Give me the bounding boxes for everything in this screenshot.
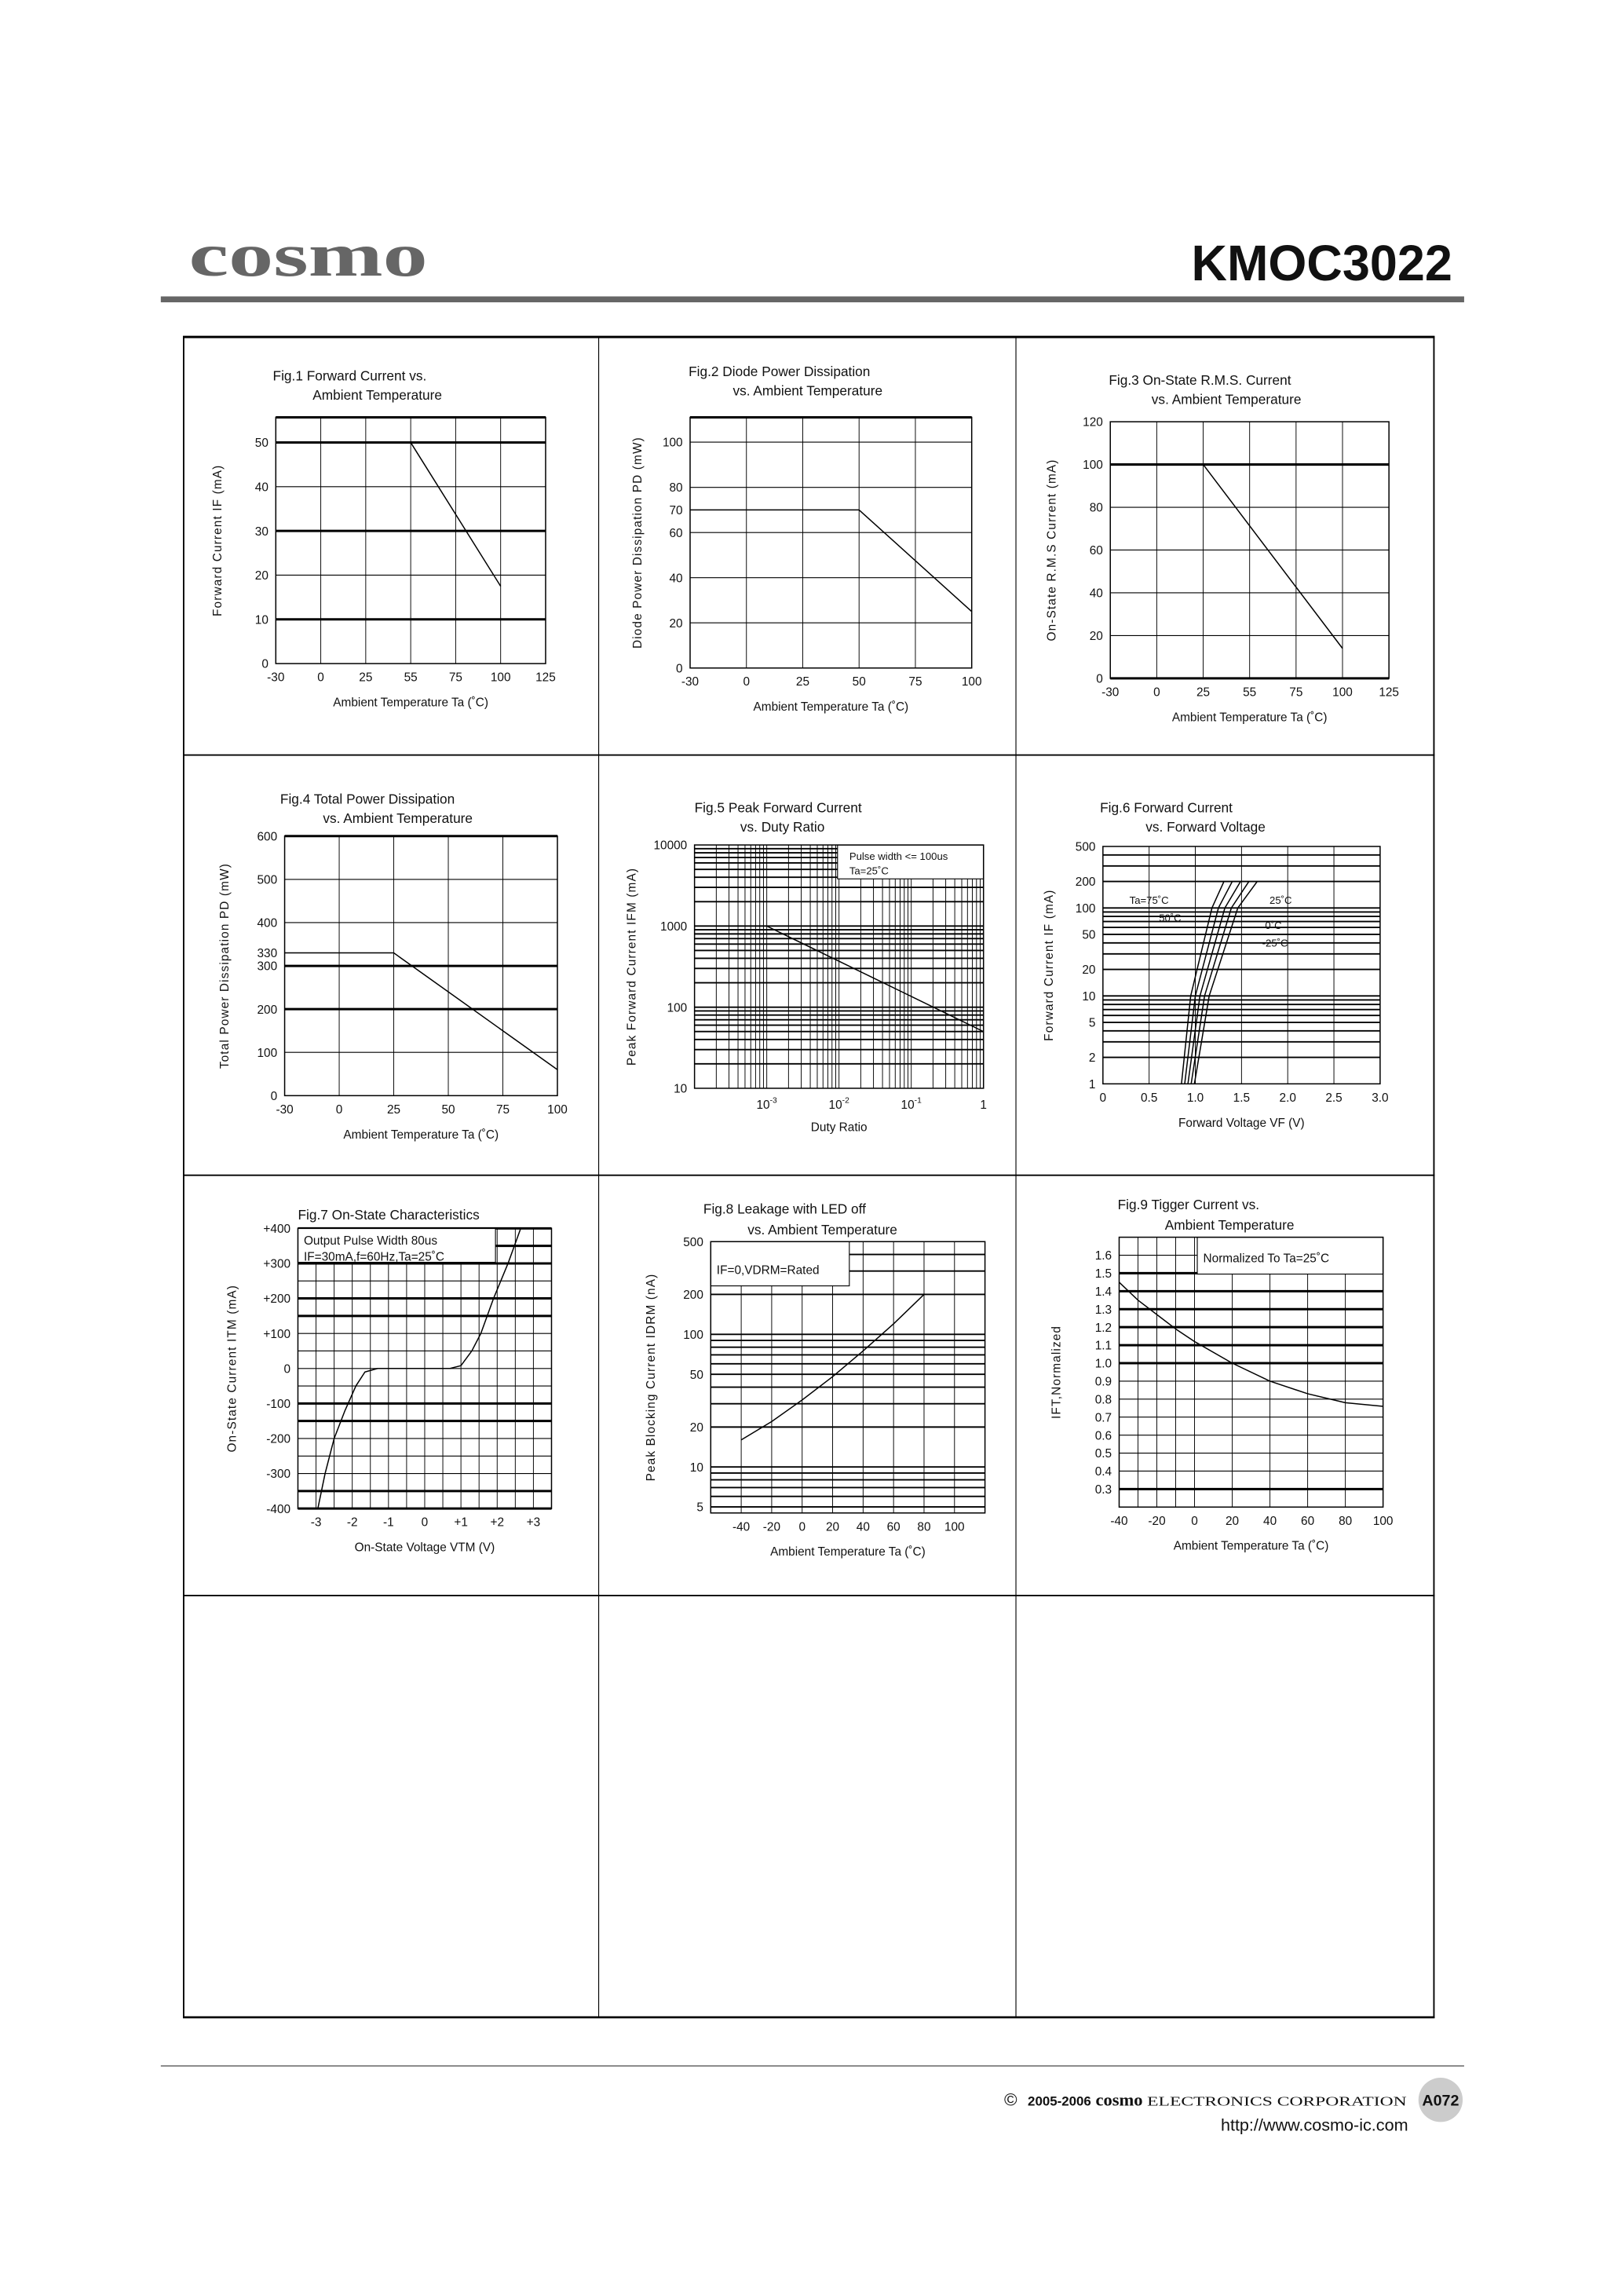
y-tick-label: 10: [254, 613, 269, 627]
header-rule: [161, 296, 1464, 302]
x-tick-label: 0: [743, 675, 751, 689]
x-tick-label: 100: [1372, 1514, 1394, 1528]
x-tick-label: -40: [732, 1520, 751, 1534]
x-tick-label: 75: [495, 1102, 510, 1117]
x-tick-label: 0: [317, 671, 324, 685]
y-tick-label: 600: [257, 830, 278, 844]
chart-title: Fig.8 Leakage with LED off: [703, 1201, 866, 1217]
y-tick-label: 300: [257, 960, 278, 974]
x-tick-label: 2.5: [1325, 1091, 1343, 1105]
y-tick-label: 10: [674, 1082, 688, 1096]
y-axis-label: On-State R.M.S Current (mA): [1045, 459, 1059, 642]
x-tick-label: +2: [490, 1515, 505, 1530]
y-tick-label: 200: [1075, 876, 1096, 890]
y-tick-label: 5: [1088, 1016, 1096, 1030]
x-axis-label: Ambient Temperature Ta (˚C): [753, 700, 909, 715]
x-axis-label: Ambient Temperature Ta (˚C): [333, 696, 488, 710]
y-tick-label: 200: [683, 1289, 703, 1303]
y-tick-label: 60: [669, 526, 683, 540]
footer-years: 2005-2006: [1028, 2093, 1091, 2109]
cosmo-logo: cosmo: [188, 221, 428, 291]
x-tick-label: 40: [1263, 1514, 1277, 1528]
x-tick-label: -30: [267, 671, 285, 685]
x-tick-label: 20: [1226, 1514, 1240, 1528]
chart-title: Fig.4 Total Power Dissipation: [279, 791, 455, 807]
y-tick-label: 0: [676, 662, 683, 676]
y-tick-label: 1.4: [1094, 1285, 1112, 1299]
tick-exponent: -1: [914, 1096, 922, 1106]
chart-title: vs. Ambient Temperature: [732, 382, 883, 399]
legend-note: Output Pulse Width 80us: [303, 1234, 438, 1249]
x-tick-label: 75: [448, 671, 462, 685]
y-axis-label: Peak Blocking Current IDRM (nA): [644, 1273, 658, 1482]
x-tick-label: 75: [1289, 686, 1303, 700]
x-axis-label: Ambient Temperature Ta (˚C): [1173, 1539, 1329, 1553]
chart-title: Fig.1 Forward Current vs.: [272, 367, 427, 384]
chart-title: vs. Ambient Temperature: [323, 810, 473, 826]
y-tick-label: 100: [1075, 901, 1096, 916]
y-tick-label: 20: [689, 1421, 703, 1435]
y-tick-label: 30: [254, 525, 269, 539]
y-tick-label: 100: [662, 436, 683, 450]
chart-title: vs. Duty Ratio: [740, 819, 825, 835]
chart-title: vs. Ambient Temperature: [747, 1221, 897, 1238]
tick-exponent: -2: [842, 1096, 849, 1106]
x-tick-label: 50: [441, 1102, 455, 1117]
x-tick-label: 100: [944, 1520, 965, 1534]
footer-url: http://www.cosmo-ic.com: [1220, 2115, 1408, 2135]
y-tick-label: -300: [266, 1468, 291, 1482]
x-tick-label: 25: [359, 671, 373, 685]
x-tick-label: 0: [1191, 1514, 1198, 1528]
y-tick-label: 1: [1088, 1077, 1096, 1091]
y-tick-label: 40: [1089, 587, 1103, 601]
x-tick-label: 0: [1153, 686, 1160, 700]
y-tick-label: -100: [266, 1397, 291, 1411]
tick-base: 10: [901, 1099, 915, 1113]
x-tick-label: 100: [547, 1102, 568, 1117]
y-tick-label: -200: [266, 1432, 291, 1446]
y-tick-label: 0.3: [1094, 1483, 1112, 1497]
y-tick-label: +100: [263, 1327, 291, 1341]
x-axis-label: On-State Voltage VTM (V): [354, 1541, 495, 1555]
y-tick-label: 1.0: [1094, 1357, 1112, 1371]
x-tick-label: -40: [1110, 1514, 1128, 1528]
legend-note: Pulse width <= 100us: [849, 850, 948, 862]
y-tick-label: 0: [283, 1362, 291, 1377]
x-tick-label: 25: [386, 1102, 401, 1117]
y-axis-label: Peak Forward Current IFM (mA): [625, 867, 639, 1066]
y-tick-label: 1.2: [1094, 1321, 1112, 1335]
y-tick-label: 50: [1082, 928, 1096, 942]
y-tick-label: 400: [257, 916, 278, 930]
y-tick-label: 20: [669, 616, 683, 631]
x-tick-label: +3: [526, 1515, 541, 1530]
y-axis-label: Forward Current IF (mA): [1042, 889, 1056, 1041]
tick-base: 10: [828, 1099, 842, 1113]
y-axis-label: On-State Current ITM (mA): [225, 1284, 239, 1453]
part-number: KMOC3022: [1191, 234, 1452, 291]
chart-title: vs. Forward Voltage: [1145, 819, 1266, 835]
legend-note: IF=30mA,f=60Hz,Ta=25˚C: [303, 1250, 445, 1264]
y-tick-label: 500: [1075, 840, 1096, 854]
footer-logo: cosmo: [1095, 2089, 1143, 2110]
x-tick-label: 100: [490, 671, 511, 685]
x-tick-label: 25: [795, 675, 810, 689]
y-tick-label: 330: [257, 947, 278, 961]
x-tick-label: -30: [1101, 686, 1120, 700]
x-tick-label: 3.0: [1372, 1091, 1389, 1105]
y-axis-label: IFT,Normalized: [1050, 1325, 1064, 1420]
page-code: A072: [1422, 2092, 1459, 2110]
legend-note: Ta=25˚C: [849, 865, 889, 877]
y-tick-label: 0: [1096, 672, 1103, 686]
x-tick-label: 125: [535, 671, 556, 685]
x-tick-label: 0: [1099, 1091, 1107, 1105]
y-tick-label: 5: [696, 1501, 703, 1515]
x-tick-label: 75: [908, 675, 922, 689]
curve-label: -25˚C: [1262, 937, 1288, 949]
x-tick-label: 80: [917, 1520, 931, 1534]
y-tick-label: 60: [1089, 544, 1103, 558]
tick-base: 1: [980, 1099, 988, 1113]
x-tick-label: 20: [825, 1520, 840, 1534]
y-axis-label: Total Power Dissipation PD (mW): [218, 862, 232, 1069]
x-tick-label: 1.0: [1186, 1091, 1204, 1105]
y-tick-label: 0: [261, 657, 269, 671]
x-axis-label: Ambient Temperature Ta (˚C): [343, 1128, 499, 1142]
y-tick-label: 100: [257, 1046, 278, 1060]
y-tick-label: 80: [1089, 501, 1103, 515]
x-tick-label: 40: [856, 1520, 870, 1534]
y-tick-label: 10: [689, 1461, 703, 1475]
x-tick-label: 100: [1332, 686, 1353, 700]
x-tick-label: -30: [681, 675, 700, 689]
y-tick-label: 20: [1082, 963, 1096, 978]
y-tick-label: 120: [1083, 415, 1103, 430]
x-tick-label: +1: [454, 1515, 468, 1530]
x-tick-label: 55: [404, 671, 418, 685]
y-tick-label: 100: [1083, 459, 1103, 473]
x-axis-label: Ambient Temperature Ta (˚C): [1171, 711, 1328, 725]
x-tick-label: 55: [1243, 686, 1257, 700]
x-tick-label: 50: [852, 675, 866, 689]
legend-note: IF=0,VDRM=Rated: [716, 1263, 820, 1278]
x-tick-label: 125: [1379, 686, 1399, 700]
x-tick-label: 60: [1301, 1514, 1315, 1528]
y-axis-label: Diode Power Dissipation PD (mW): [631, 437, 645, 649]
footer-company: ELECTRONICS CORPORATION: [1147, 2093, 1407, 2109]
x-tick-label: -3: [310, 1515, 322, 1530]
y-tick-label: 0: [270, 1089, 278, 1103]
x-tick-label: -1: [382, 1515, 394, 1530]
y-tick-label: 0.4: [1094, 1465, 1112, 1479]
x-tick-label: 25: [1196, 686, 1211, 700]
x-tick-label: 2.0: [1279, 1091, 1296, 1105]
chart-title: Fig.7 On-State Characteristics: [298, 1207, 480, 1223]
x-axis-label: Ambient Temperature Ta (˚C): [770, 1545, 926, 1559]
y-tick-label: 10: [1082, 989, 1096, 1004]
y-tick-label: 1.6: [1094, 1249, 1112, 1263]
y-tick-label: 200: [257, 1003, 278, 1017]
y-tick-label: 50: [689, 1368, 703, 1382]
y-tick-label: 80: [669, 481, 683, 495]
x-tick-label: 100: [961, 675, 982, 689]
y-tick-label: 500: [257, 873, 278, 887]
copyright-icon: ©: [1004, 2089, 1017, 2110]
chart-title: Fig.9 Tigger Current vs.: [1117, 1196, 1260, 1212]
legend-note: Normalized To Ta=25˚C: [1203, 1252, 1330, 1266]
curve-label: Ta=75˚C: [1129, 894, 1169, 907]
x-tick-label: 60: [886, 1520, 901, 1534]
y-tick-label: 70: [669, 504, 683, 518]
x-tick-label: 0: [798, 1520, 806, 1534]
x-tick-label: [980, 1099, 987, 1112]
y-tick-label: 1.3: [1094, 1303, 1112, 1317]
y-tick-label: 0.7: [1094, 1411, 1112, 1425]
y-tick-label: 100: [683, 1328, 703, 1342]
y-axis-label: Forward Current IF (mA): [210, 464, 225, 616]
chart-title: Fig.3 On-State R.M.S. Current: [1109, 372, 1291, 389]
y-tick-label: 1.1: [1094, 1339, 1112, 1353]
y-tick-label: 20: [1089, 630, 1103, 644]
y-tick-label: +300: [263, 1257, 291, 1271]
x-tick-label: 1.5: [1233, 1091, 1251, 1105]
y-tick-label: 10000: [653, 839, 688, 853]
x-tick-label: 80: [1339, 1514, 1353, 1528]
y-tick-label: 1000: [660, 919, 688, 934]
x-axis-label: Duty Ratio: [810, 1121, 868, 1135]
y-tick-label: 100: [667, 1001, 688, 1015]
y-tick-label: 1.5: [1094, 1267, 1112, 1281]
y-tick-label: 0.8: [1094, 1393, 1112, 1407]
y-tick-label: 40: [669, 572, 683, 586]
y-tick-label: -400: [266, 1502, 291, 1516]
y-tick-label: 40: [254, 481, 269, 495]
chart-title: vs. Ambient Temperature: [1151, 391, 1302, 408]
tick-base: 10: [756, 1099, 770, 1113]
y-tick-label: 20: [254, 569, 269, 583]
y-tick-label: 0.9: [1094, 1375, 1112, 1389]
chart-title: Fig.5 Peak Forward Current: [694, 799, 862, 816]
chart-title: Ambient Temperature: [1164, 1217, 1295, 1234]
y-tick-label: 0.6: [1094, 1429, 1112, 1443]
y-tick-label: +200: [263, 1292, 291, 1307]
chart-title: Fig.2 Diode Power Dissipation: [689, 363, 871, 379]
x-tick-label: -20: [1148, 1514, 1166, 1528]
y-tick-label: 0.5: [1094, 1447, 1112, 1461]
y-tick-label: 2: [1088, 1051, 1096, 1066]
x-tick-label: 0: [335, 1102, 343, 1117]
chart-title: Ambient Temperature: [312, 386, 442, 403]
x-tick-label: -2: [346, 1515, 358, 1530]
x-tick-label: -20: [762, 1520, 781, 1534]
x-tick-label: 0: [421, 1515, 429, 1530]
x-tick-label: -30: [276, 1102, 294, 1117]
x-tick-label: 0.5: [1140, 1091, 1158, 1105]
curve-label: 25˚C: [1269, 894, 1292, 907]
tick-exponent: -3: [769, 1096, 777, 1106]
y-tick-label: +400: [263, 1222, 291, 1236]
x-axis-label: Forward Voltage VF (V): [1178, 1116, 1305, 1130]
y-tick-label: 500: [683, 1235, 703, 1249]
curve-label: 0˚C: [1265, 919, 1282, 932]
curve-label: 50˚C: [1159, 912, 1182, 924]
chart-title: Fig.6 Forward Current: [1100, 799, 1233, 816]
y-tick-label: 50: [254, 437, 269, 451]
